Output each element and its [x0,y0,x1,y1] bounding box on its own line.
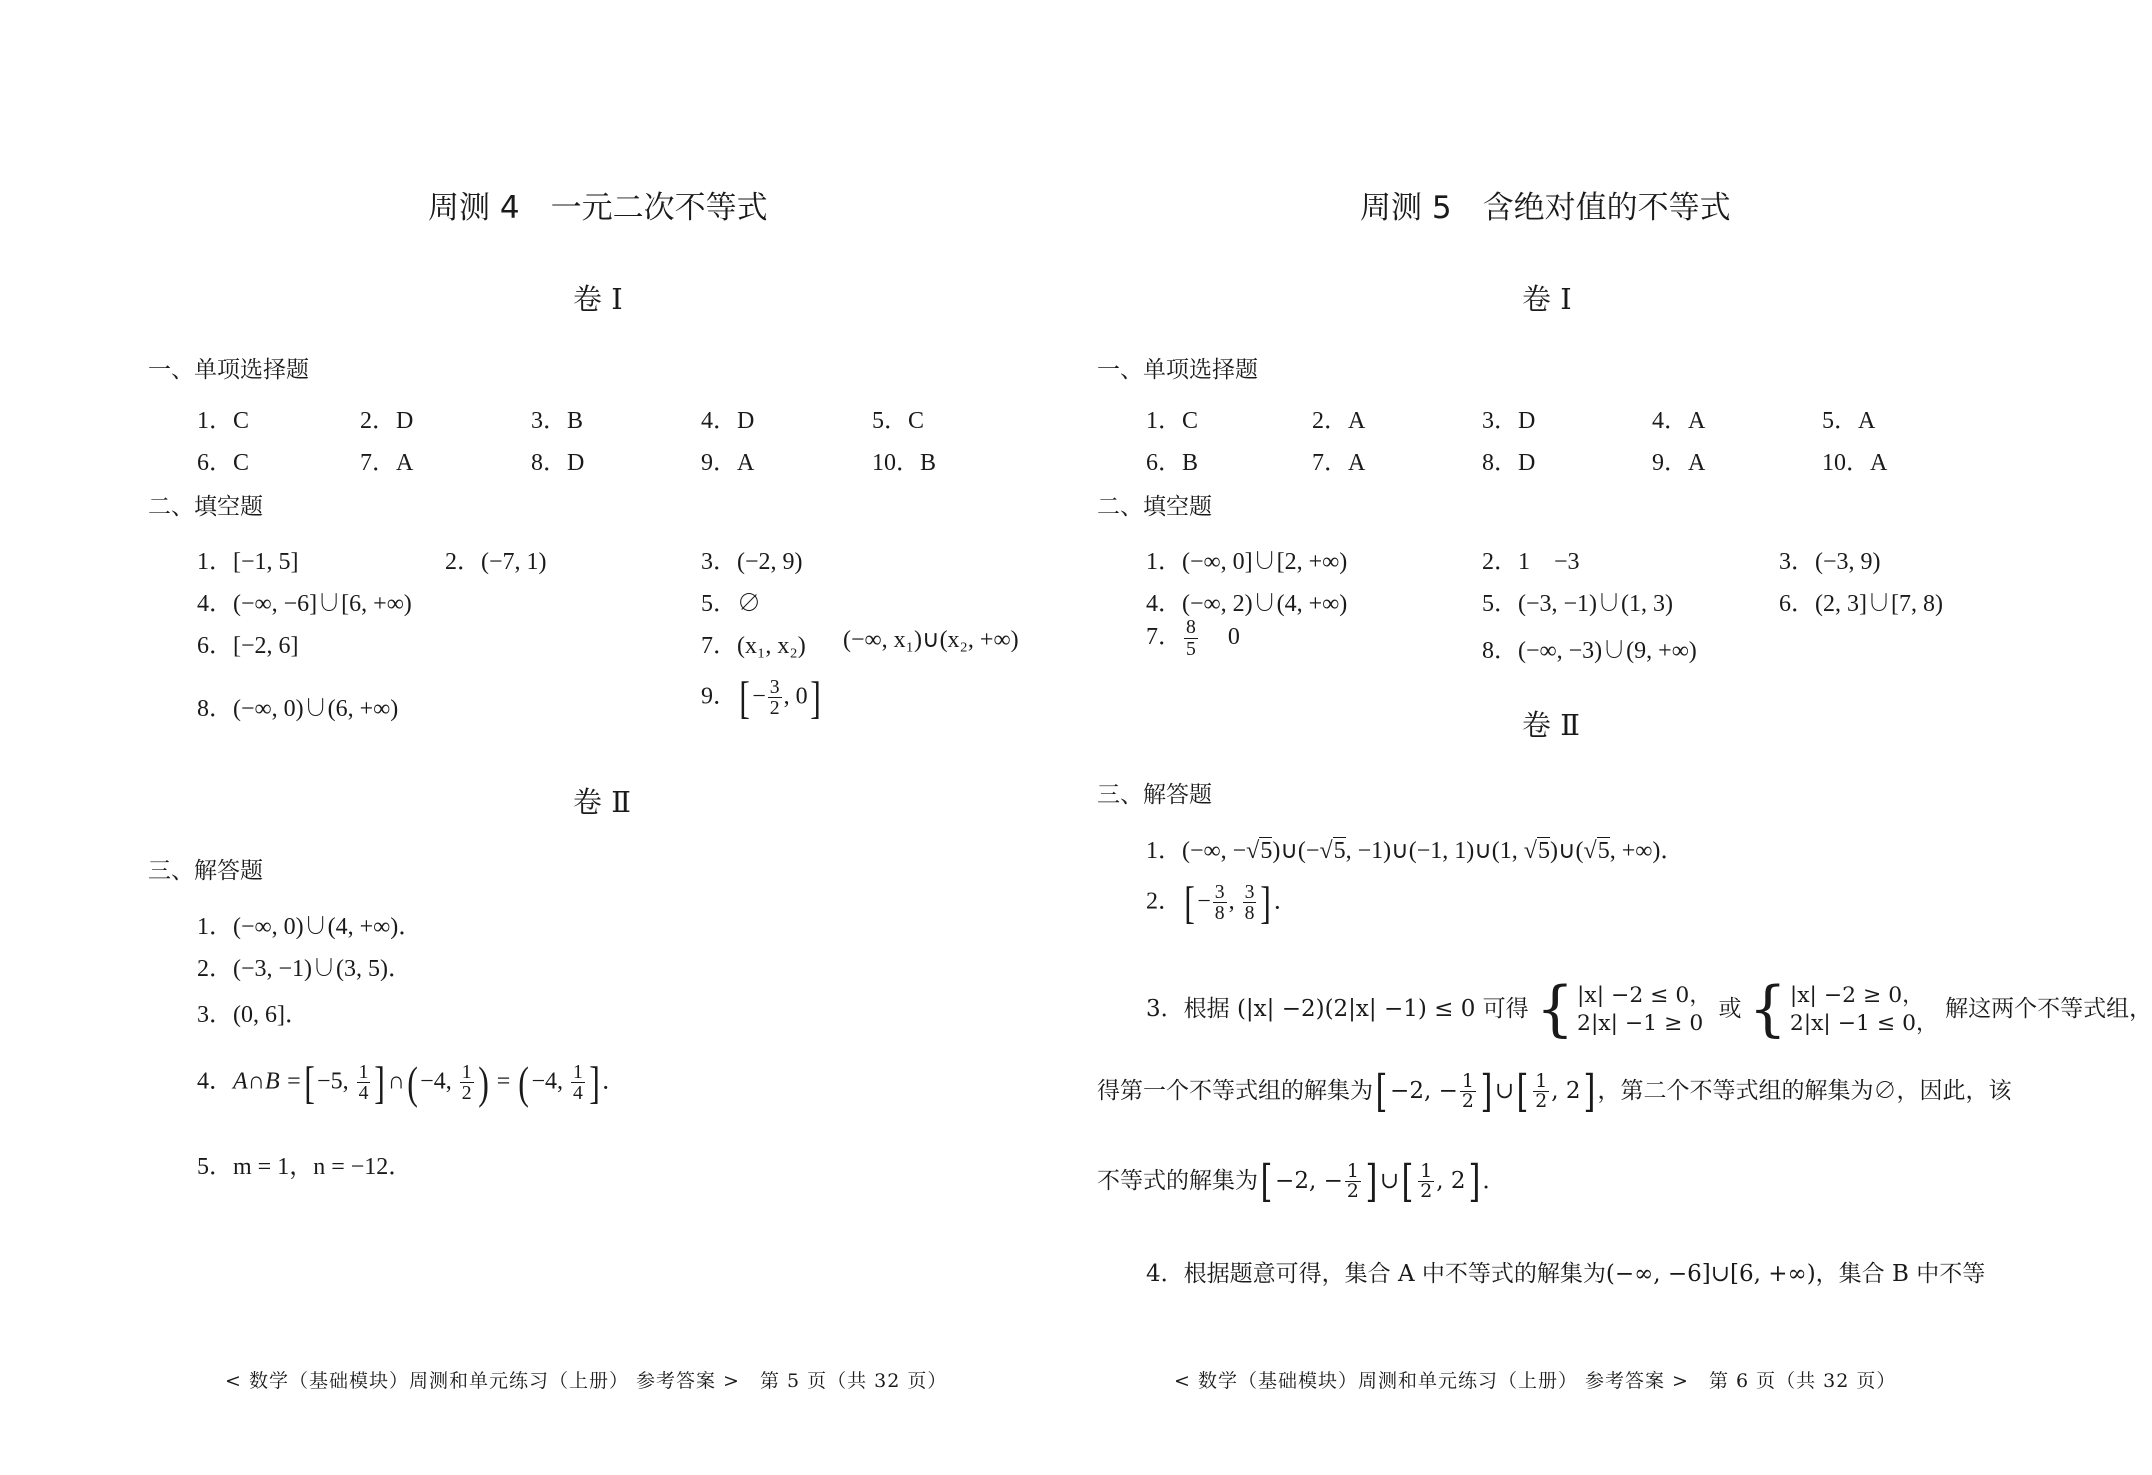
section-heading: 三、解答题 [1097,782,1212,808]
choice-answer: 8．D [1482,450,1536,476]
fill-answer: 8．(−∞, 0)∪(6, +∞) [197,696,399,722]
choice-answer: 4．A [1652,408,1706,434]
fill-answer: 1．[−1, 5] [197,549,299,575]
solution-answer-2: 2．[− $\frac{3}{8}$ , $\frac{3}{8}$ ]． [1146,877,1298,928]
choice-answer: 5．C [872,408,925,434]
choice-answer: 7．A [360,450,414,476]
fill-answer: 3．(−3, 9) [1779,549,1881,575]
page-title: 周测 5 含绝对值的不等式 [1360,190,1731,226]
choice-answer: 1．C [197,408,250,434]
fill-answer: 8．(−∞, −3)∪(9, +∞) [1482,638,1697,664]
section-heading: 三、解答题 [148,858,263,884]
solution-answer-3-line3: 不等式的解集为[ −2, − $\frac{1}{2}$ ] ∪[ $\frac{1}{2}$ , 2] ． [1097,1156,1506,1207]
page-title: 周测 4 一元二次不等式 [428,190,768,226]
page-footer: < 数学（基础模块）周测和单元练习（上册） 参考答案 > 第 6 页（共 32 页） [1174,1370,1897,1392]
fill-answer: 2．1 −3 [1482,549,1580,575]
choice-answer: 2．D [360,408,414,434]
section-heading: 一、单项选择题 [148,357,309,383]
choice-answer: 6．B [1146,450,1199,476]
solution-answer-1: 1．(−∞, −√5)∪(−√5, −1)∪(−1, 1)∪(1, √5)∪(√5, +∞)． [1146,838,1685,864]
choice-answer: 3．D [1482,408,1536,434]
fill-answer: 4．(−∞, 2)∪(4, +∞) [1146,591,1348,617]
volume-heading: 卷 Ⅰ [573,282,623,316]
page-footer: < 数学（基础模块）周测和单元练习（上册） 参考答案 > 第 5 页（共 32 页） [225,1370,948,1392]
fill-answer: 6．(2, 3]∪[7, 8) [1779,591,1943,617]
volume-heading: 卷 Ⅰ [1522,282,1572,316]
fill-answer: 7．(x₁, x₂) [701,633,806,659]
solution-answer-3-line2: 得第一个不等式组的解集为[ −2, − $\frac{1}{2}$ ] ∪[ $\frac{1}{2}$ , 2] ，第二个不等式组的解集为∅，因此，该 [1097,1066,2012,1117]
volume-heading: 卷 Ⅱ [573,785,631,819]
choice-answer: 8．D [531,450,585,476]
section-heading: 一、单项选择题 [1097,357,1258,383]
fill-answer-7: 7． $\frac{8}{5}$ 0 [1146,616,1240,660]
solution-answer: 3．(0, 6]． [197,1002,309,1028]
choice-answer: 1．C [1146,408,1199,434]
section-heading: 二、填空题 [1097,494,1212,520]
choice-answer: 10．A [1822,450,1888,476]
choice-answer: 4．D [701,408,755,434]
section-heading: 二、填空题 [148,494,263,520]
solution-answer: 5．m = 1，n = −12． [197,1154,413,1180]
choice-answer: 10．B [872,450,937,476]
solution-answer-4: 4．A∩B =[−5, $\frac{1}{4}$ ]∩(−4, $\frac{1}{2}$ ) = (−4, $\frac{1}{4}$ ]． [197,1057,627,1108]
volume-heading: 卷 Ⅱ [1522,708,1580,742]
solution-answer: 2．(−3, −1)∪(3, 5)． [197,956,413,982]
fill-answer-9: 9．[− $\frac{3}{2}$ , 0] [701,672,821,723]
fill-answer: 5．(−3, −1)∪(1, 3) [1482,591,1674,617]
solution-answer: 1．(−∞, 0)∪(4, +∞)． [197,914,423,940]
fill-answer: (−∞, x₁)∪(x₂, +∞) [843,627,1019,653]
fill-answer: 6．[−2, 6] [197,633,299,659]
choice-answer: 2．A [1312,408,1366,434]
choice-answer: 5．A [1822,408,1876,434]
fill-answer: 1．(−∞, 0]∪[2, +∞) [1146,549,1348,575]
fill-answer: 3．(−2, 9) [701,549,803,575]
solution-answer: 4．根据题意可得，集合 A 中不等式的解集为(−∞, −6]∪[6, +∞)，集合 B 中不等 [1146,1261,1986,1287]
choice-answer: 7．A [1312,450,1366,476]
left-page [0,0,1049,1475]
solution-answer-3: 3．根据 (|x| −2)(2|x| −1) ≤ 0 可得 { |x| −2 ≤ 0， 2|x| −1 ≥ 0 或 { |x| −2 ≥ 0， 2|x| −1 ≤ 0， 解这两个不等式组， [1146,974,2152,1044]
choice-answer: 9．A [1652,450,1706,476]
right-page [1049,0,2152,1475]
fill-answer: 4．(−∞, −6]∪[6, +∞) [197,591,412,617]
choice-answer: 3．B [531,408,584,434]
fill-answer: 2．(−7, 1) [445,549,547,575]
choice-answer: 9．A [701,450,755,476]
choice-answer: 6．C [197,450,250,476]
fill-answer: 5．∅ [701,591,761,617]
